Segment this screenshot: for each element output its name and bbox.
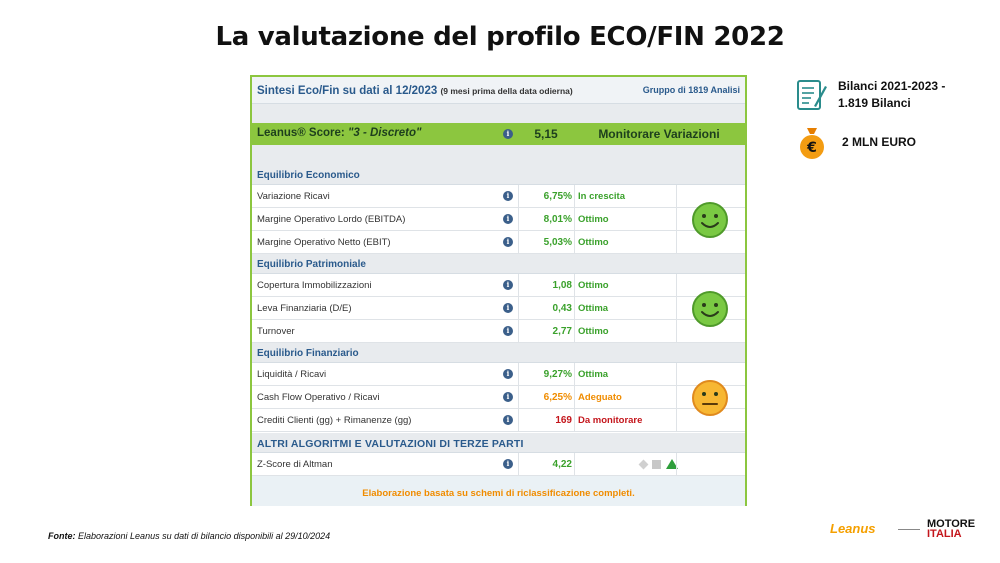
indicator-row: [252, 363, 745, 386]
header-main: Sintesi Eco/Fin su dati al 12/2023: [257, 85, 438, 97]
info-icon[interactable]: i: [503, 459, 513, 469]
info-icon[interactable]: i: [503, 191, 513, 201]
indicator-label: Liquidità / Ricavi: [257, 369, 327, 380]
header-note: (9 mesi prima della data odierna): [440, 86, 573, 96]
section-header: [252, 254, 745, 274]
third-party-title: ALTRI ALGORITMI E VALUTAZIONI DI TERZE PARTI: [257, 438, 524, 450]
indicator-value: 5,03%: [543, 237, 572, 248]
section-title: Equilibrio Patrimoniale: [257, 259, 366, 270]
indicator-row: [252, 208, 745, 231]
indicator-row: [252, 409, 745, 432]
zscore-row: [252, 453, 745, 476]
indicator-evaluation: Ottimo: [578, 214, 609, 225]
indicator-value: 8,01%: [543, 214, 572, 225]
section-header: [252, 343, 745, 363]
section-header: [252, 165, 745, 185]
indicator-evaluation: Adeguato: [578, 392, 622, 403]
document-checklist-icon: [796, 78, 828, 112]
indicator-label: Leva Finanziaria (D/E): [257, 303, 352, 314]
info-icon[interactable]: i: [503, 392, 513, 402]
group-analyses: Gruppo di 1819 Analisi: [642, 85, 740, 95]
money-info: 2 MLN EURO: [842, 135, 917, 149]
happy-face-icon: [691, 290, 729, 328]
indicator-row: [252, 320, 745, 343]
indicator-evaluation: In crescita: [578, 191, 625, 202]
indicator-value: 2,77: [552, 326, 572, 337]
info-icon[interactable]: i: [503, 303, 513, 313]
indicator-label: Copertura Immobilizzazioni: [257, 280, 372, 291]
happy-face-icon: [691, 201, 729, 239]
indicator-value: 0,43: [552, 303, 572, 314]
indicator-label: Margine Operativo Lordo (EBITDA): [257, 214, 406, 225]
svg-text:€: €: [807, 140, 817, 156]
bilanci-info: Bilanci 2021-2023 - 1.819 Bilanci: [838, 79, 946, 110]
info-icon[interactable]: i: [503, 237, 513, 247]
zscore-indicators: [640, 459, 680, 470]
euro-bag-icon: [796, 124, 828, 160]
section-title: Equilibrio Economico: [257, 170, 360, 181]
indicator-label: Crediti Clienti (gg) + Rimanenze (gg): [257, 415, 412, 426]
indicator-row: [252, 185, 745, 208]
indicator-value: 9,27%: [543, 369, 572, 380]
indicator-value: 169: [555, 415, 572, 426]
indicator-row: [252, 386, 745, 409]
score-value: 5,15: [534, 127, 558, 141]
diamond-grey-icon: [639, 459, 649, 469]
indicator-label: Margine Operativo Netto (EBIT): [257, 237, 391, 248]
zscore-label: Z-Score di Altman: [257, 459, 333, 470]
score-label: Leanus® Score: "3 - Discreto": [257, 127, 422, 139]
spacer: [252, 145, 745, 165]
zscore-value: 4,22: [552, 459, 572, 470]
score-action: Monitorare Variazioni: [598, 127, 720, 141]
indicator-evaluation: Ottimo: [578, 237, 609, 248]
indicator-label: Turnover: [257, 326, 295, 337]
indicator-row: [252, 274, 745, 297]
indicator-label: Variazione Ricavi: [257, 191, 330, 202]
eco-fin-panel: [250, 75, 747, 506]
info-icon[interactable]: i: [503, 369, 513, 379]
panel-header: [252, 77, 745, 104]
leanus-logo: Leanus: [830, 521, 876, 536]
spacer: [252, 104, 745, 123]
neutral-face-icon: [691, 379, 729, 417]
indicator-evaluation: Ottima: [578, 303, 609, 314]
section-title: Equilibrio Finanziario: [257, 348, 359, 359]
info-icon[interactable]: i: [503, 214, 513, 224]
panel-header-title: [257, 85, 573, 97]
logo-divider: [898, 529, 920, 530]
panel-footer: [252, 480, 745, 506]
slide-title: La valutazione del profilo ECO/FIN 2022: [215, 22, 785, 52]
indicator-row: [252, 297, 745, 320]
source-note: Fonte: Elaborazioni Leanus su dati di bilancio disponibili al 29/10/2024: [48, 531, 331, 541]
indicator-label: Cash Flow Operativo / Ricavi: [257, 392, 380, 403]
indicator-evaluation: Ottimo: [578, 280, 609, 291]
score-class: "3 - Discreto": [347, 127, 422, 139]
indicator-evaluation: Da monitorare: [578, 415, 643, 426]
motore-italia-logo: MOTORE ITALIA: [927, 518, 976, 540]
info-icon[interactable]: i: [503, 129, 513, 139]
indicator-value: 6,25%: [543, 392, 572, 403]
info-icon[interactable]: i: [503, 415, 513, 425]
indicator-row: [252, 231, 745, 254]
indicator-value: 1,08: [552, 280, 572, 291]
indicator-value: 6,75%: [543, 191, 572, 202]
indicator-evaluation: Ottimo: [578, 326, 609, 337]
third-party-section: [252, 433, 745, 453]
info-icon[interactable]: i: [503, 326, 513, 336]
footer-note: Elaborazione basata su schemi di riclassificazione completi.: [362, 488, 635, 499]
leanus-score-row: [252, 123, 745, 145]
square-grey-icon: [652, 460, 661, 469]
info-icon[interactable]: i: [503, 280, 513, 290]
indicator-evaluation: Ottima: [578, 369, 609, 380]
